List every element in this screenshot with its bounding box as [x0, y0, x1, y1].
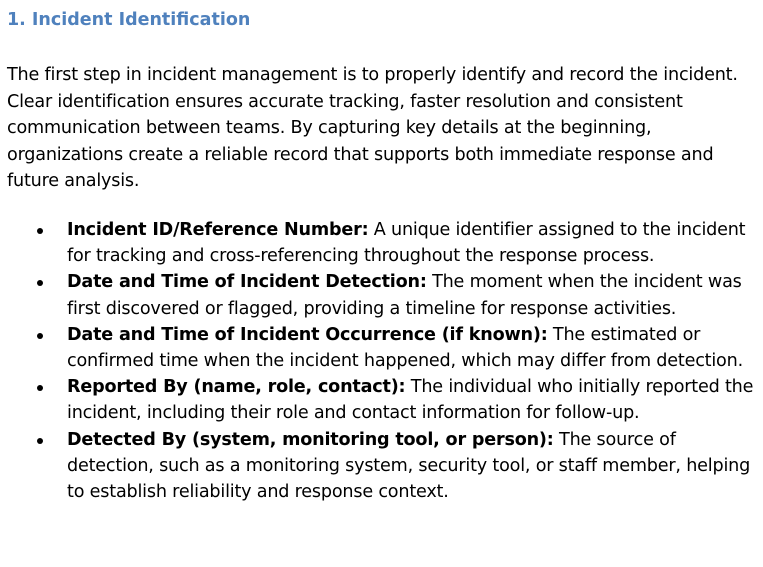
bullet-icon [37, 385, 43, 391]
bullet-term: Date and Time of Incident Occurrence (if known): [67, 324, 548, 345]
bullet-term: Detected By (system, monitoring tool, or person): [67, 429, 554, 450]
list-item [7, 427, 763, 506]
bullet-list [7, 217, 763, 505]
bullet-description: The estimated or confirmed time when the incident happened, which may differ from detection. [67, 324, 743, 371]
bullet-icon [37, 228, 43, 234]
bullet-icon [37, 280, 43, 286]
list-item [7, 217, 763, 269]
bullet-icon [37, 333, 43, 339]
bullet-description: The moment when the incident was first discovered or flagged, providing a timeline for response activities. [67, 272, 742, 319]
bullet-term: Reported By (name, role, contact): [67, 377, 406, 398]
bullet-description: The individual who initially reported the incident, including their role and contact information for follow-up. [67, 377, 754, 424]
list-item [7, 322, 763, 374]
bullet-description: A unique identifier assigned to the incident for tracking and cross-referencing throughout the response process. [67, 219, 746, 267]
section-heading: 1. Incident Identification [7, 10, 251, 30]
bullet-icon [37, 438, 43, 444]
list-item [7, 269, 763, 321]
list-item [7, 374, 763, 426]
bullet-term: Incident ID/Reference Number: [67, 219, 369, 240]
bullet-description: The source of detection, such as a monitoring system, security tool, or staff member, helping to establish reliability and response context. [67, 429, 751, 502]
bullet-term: Date and Time of Incident Detection: [67, 272, 427, 293]
intro-paragraph: The first step in incident management is to properly identify and record the incident. Clear identification ensures accurate tracking, faster resolution and consistent communication between teams. By capturing key details at the beginning, organizations create a reliable record that supports both immediate response and future analysis. [7, 65, 738, 192]
